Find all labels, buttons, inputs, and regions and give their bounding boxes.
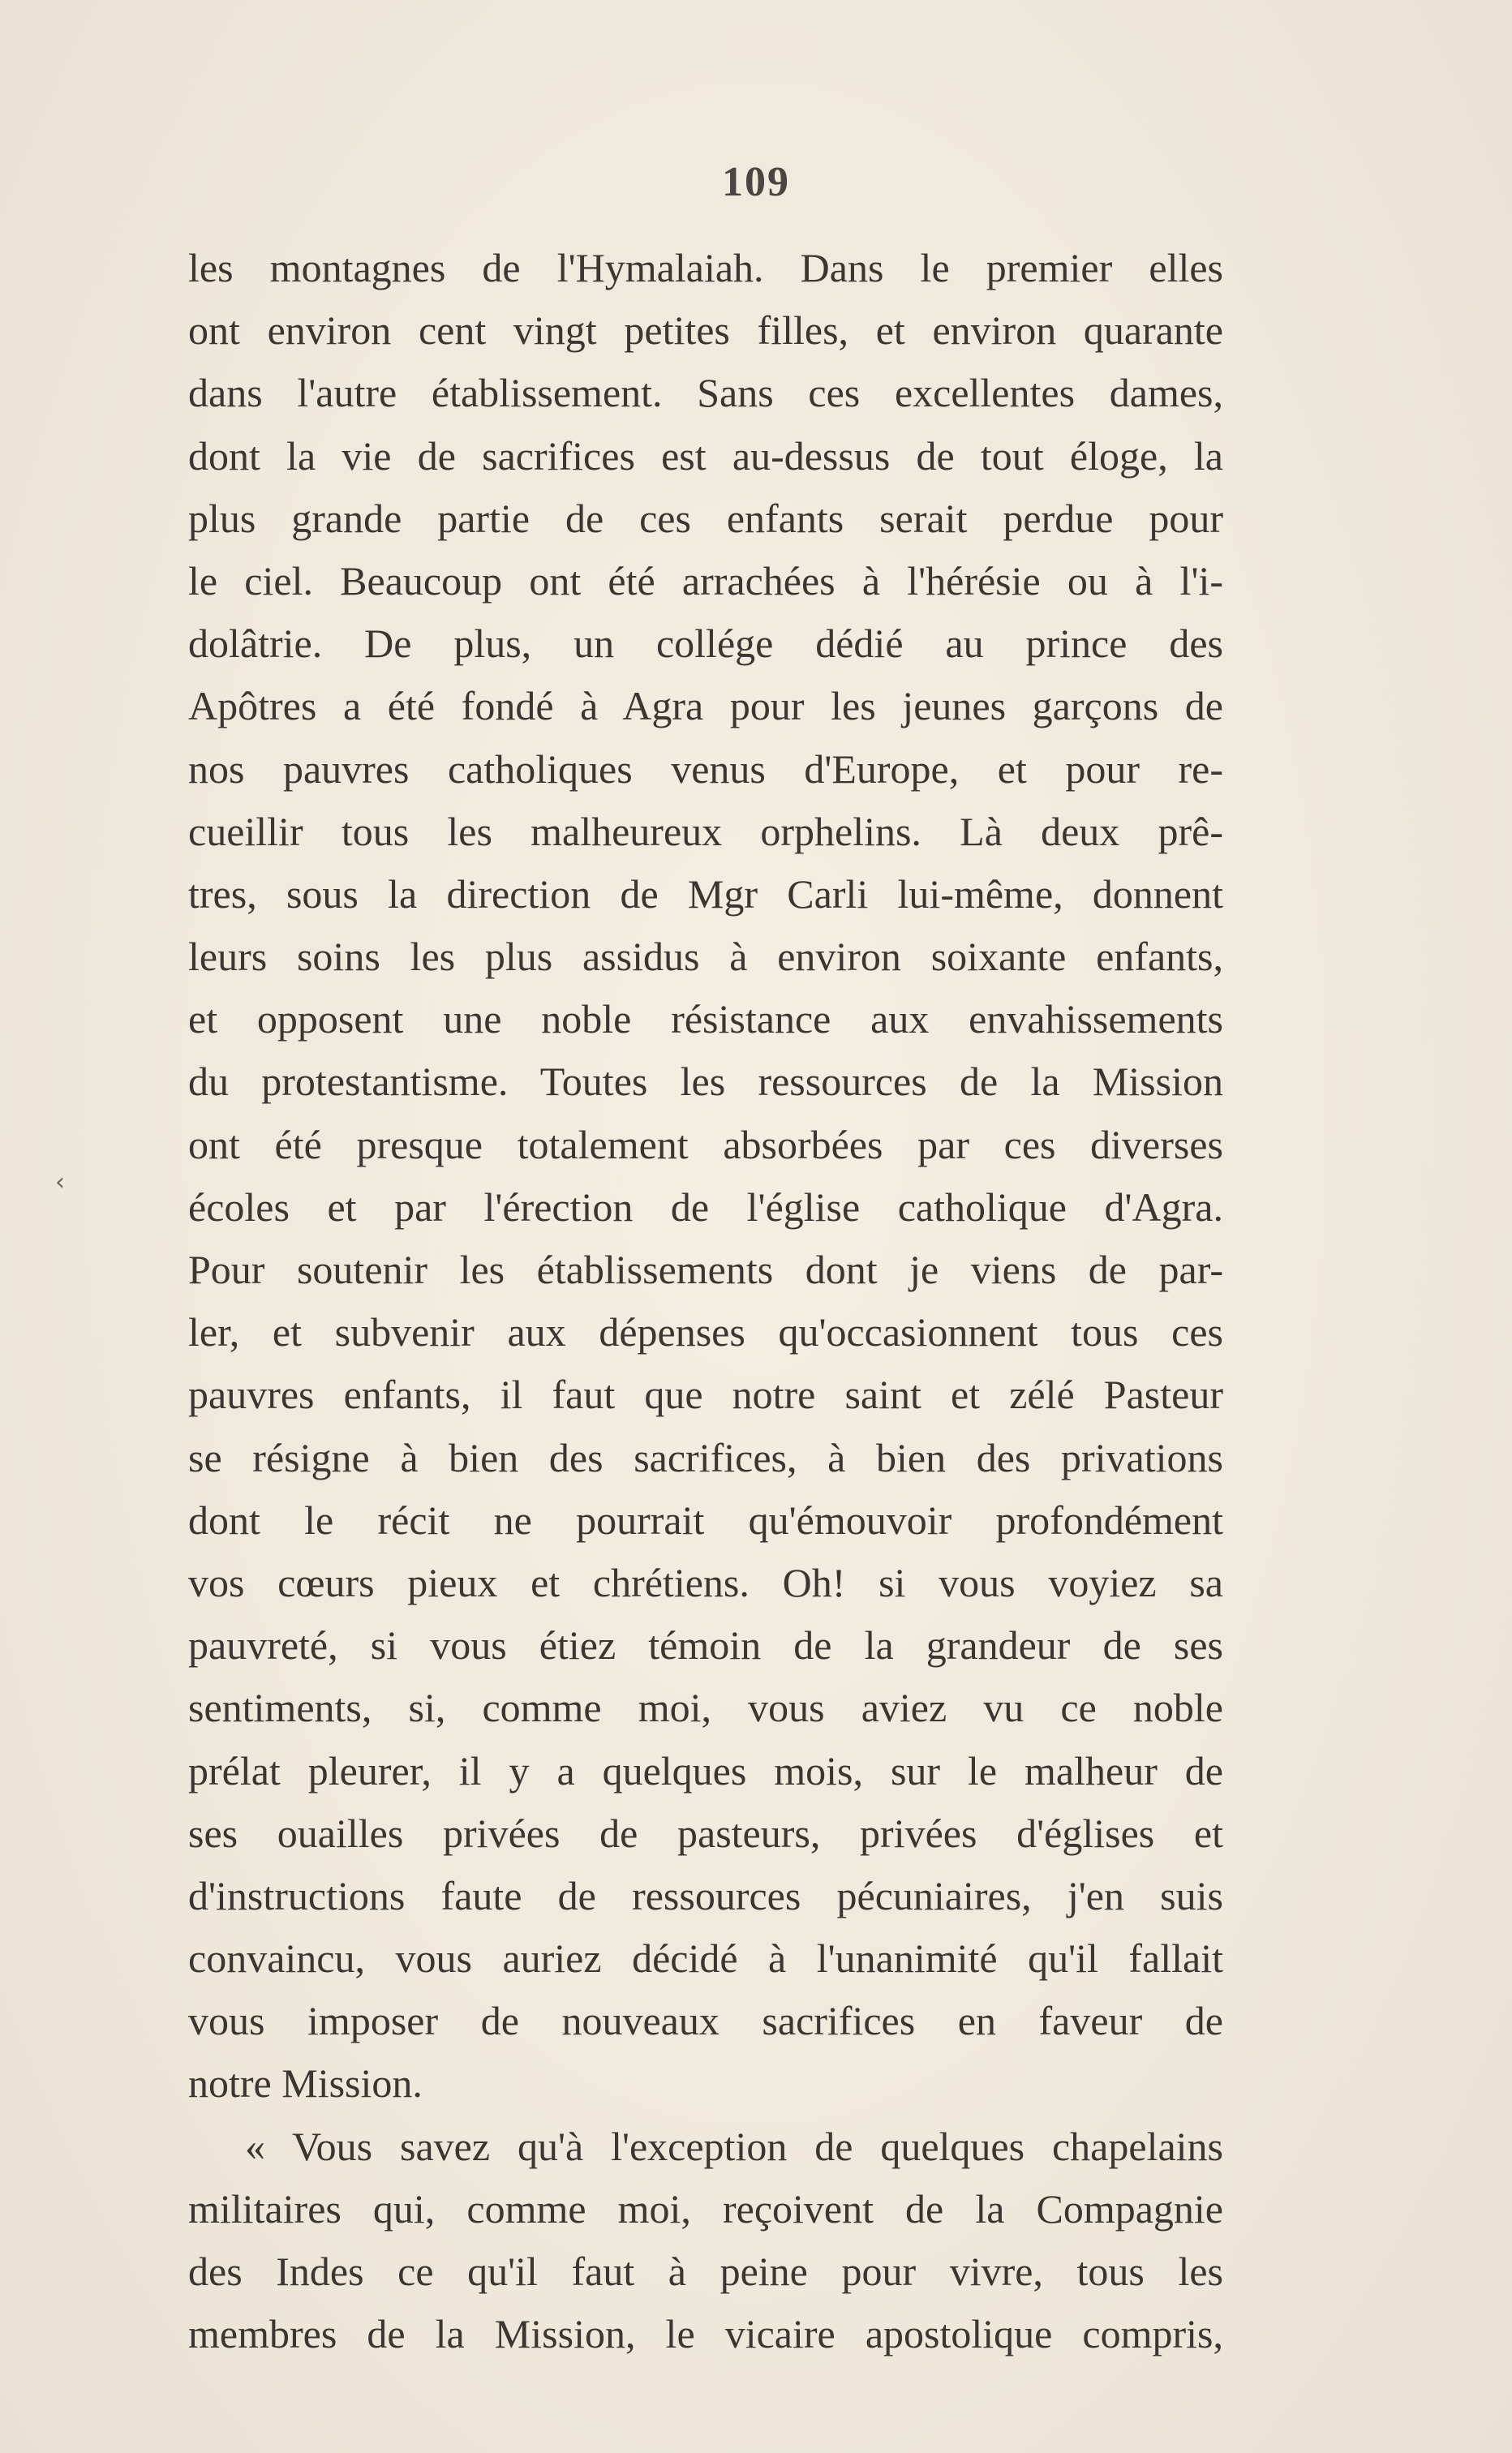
text-line: ler, et subvenir aux dépenses qu'occasionnent tous ces (188, 1309, 1223, 1355)
text-line: vos cœurs pieux et chrétiens. Oh! si vous voyiez sa (188, 1559, 1223, 1605)
text-line: des Indes ce qu'il faut à peine pour vivre, tous les (188, 2249, 1223, 2294)
text-line: le ciel. Beaucoup ont été arrachées à l'hérésie ou à l'i- (188, 557, 1223, 604)
text-line: nos pauvres catholiques venus d'Europe, et pour re- (188, 745, 1223, 792)
text-line: leurs soins les plus assidus à environ soixante enfants, (188, 934, 1223, 980)
text-line: dont le récit ne pourrait qu'émouvoir profondément (188, 1497, 1223, 1543)
paragraph-start-line: « Vous savez qu'à l'exception de quelques chapelains (245, 2123, 1223, 2169)
page-number: 109 (722, 159, 790, 205)
text-line: du protestantisme. Toutes les ressources de la Mission (188, 1059, 1223, 1105)
text-line: et opposent une noble résistance aux envahissements (188, 996, 1223, 1042)
paragraph-end-line: notre Mission. (188, 2060, 423, 2107)
text-line: se résigne à bien des sacrifices, à bien des privations (188, 1434, 1223, 1480)
body-text (188, 237, 1223, 2365)
text-line: dolâtrie. De plus, un collége dédié au prince des (188, 621, 1223, 667)
text-line: Pour soutenir les établissements dont je viens de par- (188, 1247, 1223, 1292)
text-line: sentiments, si, comme moi, vous aviez vu ce noble (188, 1685, 1223, 1731)
text-line: plus grande partie de ces enfants serait perdue pour (188, 495, 1223, 541)
text-line: écoles et par l'érection de l'église catholique d'Agra. (188, 1184, 1223, 1230)
text-line: d'instructions faute de ressources pécuniaires, j'en suis (188, 1872, 1223, 1918)
text-line: convaincu, vous auriez décidé à l'unanimité qu'il fallait (188, 1935, 1223, 1982)
text-line: tres, sous la direction de Mgr Carli lui-même, donnent (188, 870, 1223, 917)
text-line: pauvreté, si vous étiez témoin de la grandeur de ses (188, 1622, 1223, 1669)
text-line: cueillir tous les malheureux orphelins. Là deux prê- (188, 808, 1223, 854)
text-line: militaires qui, comme moi, reçoivent de la Compagnie (188, 2185, 1223, 2232)
text-line: prélat pleurer, il y a quelques mois, sur le malheur de (188, 1747, 1223, 1794)
margin-mark: ‹ (55, 1168, 65, 1196)
text-line: Apôtres a été fondé à Agra pour les jeunes garçons de (188, 683, 1223, 729)
text-line: ses ouailles privées de pasteurs, privées d'églises et (188, 1810, 1223, 1856)
text-line: ont été presque totalement absorbées par ces diverses (188, 1121, 1223, 1167)
text-line: vous imposer de nouveaux sacrifices en faveur de (188, 1998, 1223, 2044)
text-line: les montagnes de l'Hymalaiah. Dans le premier elles (188, 245, 1223, 290)
text-line: dans l'autre établissement. Sans ces excellentes dames, (188, 370, 1223, 416)
text-line: pauvres enfants, il faut que notre saint et zélé Pasteur (188, 1372, 1223, 1418)
text-line: membres de la Mission, le vicaire apostolique compris, (188, 2311, 1223, 2357)
text-line: ont environ cent vingt petites filles, et environ quarante (188, 307, 1223, 354)
text-line: dont la vie de sacrifices est au-dessus de tout éloge, la (188, 432, 1223, 479)
